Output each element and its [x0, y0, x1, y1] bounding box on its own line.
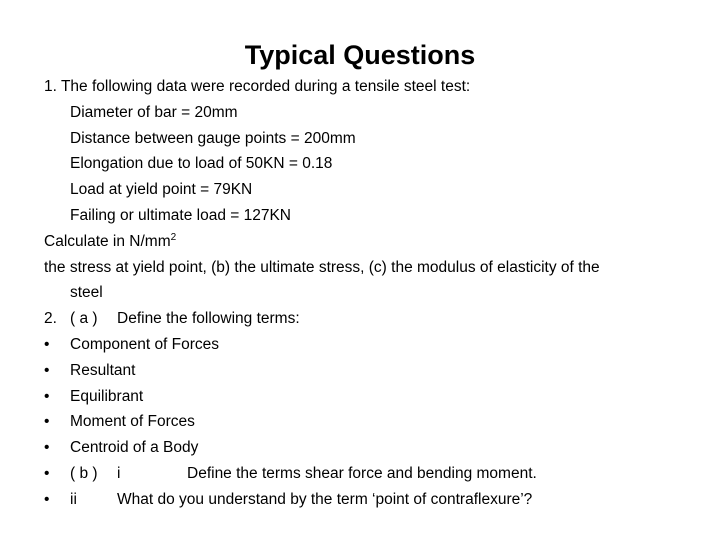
unit-superscript: 2 [170, 231, 177, 243]
data-item: Elongation due to load of 50KN = 0.18 [70, 155, 333, 173]
term-item [44, 384, 664, 410]
part-b-i-label: i [117, 464, 121, 482]
data-item: Diameter of bar = 20mm [70, 103, 238, 121]
part-b-ii-row [44, 487, 664, 513]
term-item [44, 435, 664, 461]
term-item [44, 332, 664, 358]
data-item: Distance between gauge points = 200mm [70, 129, 356, 147]
data-item: Load at yield point = 79KN [70, 181, 253, 199]
calculate-line [44, 229, 664, 255]
term-item [44, 409, 664, 435]
slide-title: Typical Questions [244, 40, 476, 70]
slide-body [44, 74, 664, 513]
question-1-intro: 1. The following data were recorded during a tensile steel test: [44, 78, 471, 95]
term-item [44, 358, 664, 384]
bullet-icon: • [44, 464, 50, 482]
term-text: Equilibrant [70, 387, 144, 405]
part-b-ii-label: ii [70, 490, 77, 508]
term-text: Resultant [70, 361, 136, 379]
question-2-row [44, 306, 664, 332]
term-text: Centroid of a Body [70, 439, 199, 457]
bullet-icon: • [44, 387, 50, 405]
part-b-label: ( b ) [70, 464, 98, 482]
bullet-icon: • [44, 413, 50, 431]
part-b-ii-text: What do you understand by the term ‘point of contraflexure’? [117, 490, 533, 508]
bullet-icon: • [44, 361, 50, 379]
part-a-text: Define the following terms: [117, 310, 300, 328]
term-text: Moment of Forces [70, 413, 195, 431]
data-item: Failing or ultimate load = 127KN [70, 206, 291, 224]
part-a-label: ( a ) [70, 310, 98, 328]
task-line-continued: steel [70, 284, 103, 302]
term-text: Component of Forces [70, 335, 220, 353]
question-2-number: 2. [44, 310, 57, 328]
task-line: the stress at yield point, (b) the ultimate stress, (c) the modulus of elasticity of the [44, 258, 600, 276]
bullet-icon: • [44, 490, 50, 508]
part-b-i-text: Define the terms shear force and bending moment. [187, 464, 537, 482]
part-b-row [44, 461, 664, 487]
calculate-text: Calculate in N/mm [44, 232, 171, 250]
bullet-icon: • [44, 335, 50, 353]
bullet-icon: • [44, 439, 50, 457]
